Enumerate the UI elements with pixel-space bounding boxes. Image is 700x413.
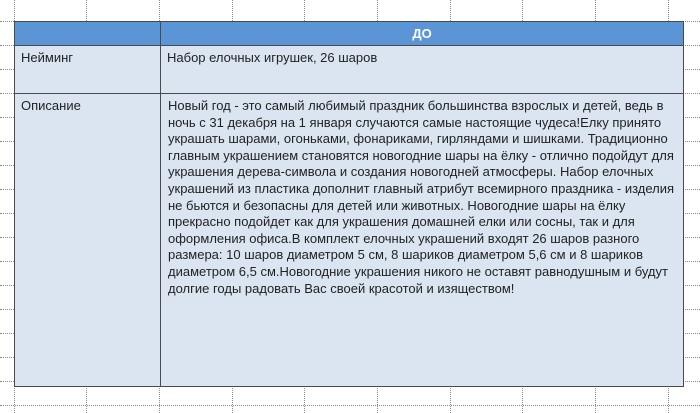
product-table [14,21,684,387]
naming-value-cell[interactable]: Набор елочных игрушек, 26 шаров [161,46,683,94]
naming-label-cell[interactable]: Нейминг [15,46,161,94]
description-label-cell[interactable]: Описание [15,94,161,386]
description-value-cell[interactable]: Новый год - это самый любимый праздник большинства взрослых и детей, ведь в ночь с 31 декабря на 1 января случаются самые настоящие чудеса!Елку принято украшать шарами, огоньками, фонариками, гирляндами и шишками. Традиционно главным украшением становятся новогодние шары на ёлку - отлично подойдут для украшения дерева-символа и создания новогодней атмосферы. Набор елочных украшений из пластика дополнит главный атрибут всемирного праздника - изделия не бьются и безопасны для детей или животных. Новогодние шары на ёлку прекрасно подойдет как для украшения домашней елки или сосны, так и для оформления офиса.В комплект елочных украшений входят 26 шаров разного размера: 10 шаров диаметром 5 см, 8 шариков диаметром 5,6 см и 8 шариков диаметром 6,5 см.Новогодние украшения никого не оставят равнодушным и будут долгие годы радовать Вас своей красотой и изяществом! [161,94,683,386]
header-empty-cell[interactable] [15,22,161,46]
header-do-cell[interactable]: ДО [161,22,683,46]
